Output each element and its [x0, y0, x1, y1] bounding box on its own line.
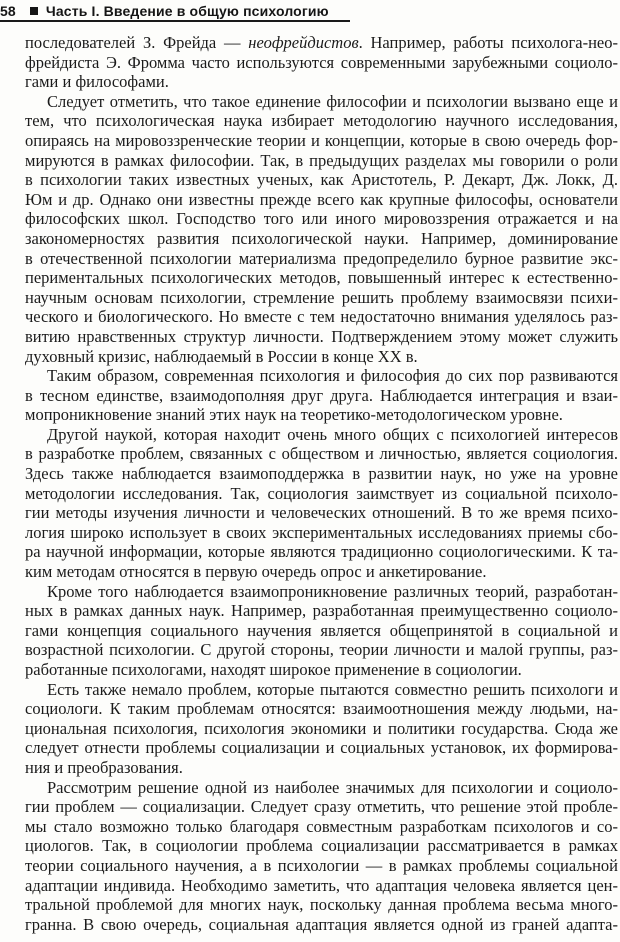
text-line: логия широко использует в своих экспериментальных исследованиях приемы сбо-: [25, 522, 618, 542]
text-segment: . Например, работы психолога-нео-: [358, 33, 618, 52]
text-line: мируются в рамках философии. Так, в предыдущих разделах мы говорили о роли: [25, 150, 618, 170]
text-line: ных в рамках данных наук. Например, разработанная преимущественно социоло-: [25, 601, 618, 621]
text-line: периментальных психологических методов, повышенный интерес к естественно-: [25, 268, 618, 288]
text-line: теории социального научения, а в психологии — в рамках проблемы социальной: [25, 855, 618, 875]
running-header: [0, 2, 329, 19]
text-line: Есть также немало проблем, которые пытаются совместно решить психологи и: [47, 679, 618, 699]
paragraph-3: [25, 366, 618, 425]
text-line: гами концепция социального научения является общепринятой в социальной и: [25, 620, 618, 640]
text-line: закономерностях развития психологической науки. Например, доминирование: [25, 228, 618, 248]
text-line: в тесном единстве, взаимодополняя друг друга. Наблюдается интеграция и взаи-: [25, 385, 618, 405]
page-text: [25, 33, 618, 934]
text-line: Таким образом, современная психология и философия до сих пор развиваются: [47, 366, 618, 386]
text-line: работанные психологами, находят широкое применение в социологии.: [25, 660, 522, 679]
text-line: гранна. В свою очередь, социальная адаптация является одной из граней адапта-: [25, 914, 618, 934]
text-line: гами и философами.: [25, 72, 169, 92]
italic-term: неофрейдистов: [248, 33, 359, 52]
text-line: гии проблем — социализации. Следует сразу отметить, что решение этой пробле-: [25, 797, 618, 817]
text-line: Здесь также наблюдается взаимоподдержка в развитии наук, но уже на уровне: [25, 464, 618, 484]
paragraph-5: [25, 582, 618, 680]
paragraph-6: [25, 680, 618, 778]
running-header-title: Часть I. Введение в общую психологию: [45, 2, 329, 19]
text-line: в отечественной психологии материализма предопределило бурное развитие экс-: [25, 248, 618, 268]
text-line: тем, что психологическая наука избирает методологию научного исследования,: [25, 111, 618, 131]
text-line: адаптации индивида. Необходимо заметить, что адаптация человека является цен-: [25, 875, 618, 895]
text-line: следует отнести проблемы социализации и социальных установок, их формирова-: [25, 738, 618, 758]
text-line: философских школ. Господство того или иного мировоззрения отражается и на: [25, 209, 618, 229]
text-line: ра научной информации, которые являются традиционно социологическими. К та-: [25, 542, 618, 562]
text-line: ния и преобразования.: [25, 757, 183, 777]
paragraph-4: [25, 425, 618, 582]
paragraph-7: [25, 778, 618, 935]
header-rule: [0, 20, 350, 22]
text-line: Рассмотрим решение одной из наиболее значимых для психологии и социоло-: [47, 777, 618, 797]
text-line: циональная психология, психология экономики и политики государства. Сюда же: [25, 718, 618, 738]
text-line: возрастной психологии. С другой стороны, теории личности и малой группы, раз-: [25, 640, 618, 660]
paragraph-1: [25, 33, 618, 92]
text-line: научным основам психологии, стремление решить проблему взаимосвязи психи-: [25, 287, 618, 307]
text-line: ческого и биологического. Но вместе с тем недостаточно внимания уделялось раз-: [25, 307, 618, 327]
text-line: Следует отметить, что такое единение философии и психологии вызвано еще и: [47, 91, 618, 111]
text-line: мы стало возможно только благодаря совместным разработкам психологов и со-: [25, 816, 618, 836]
text-line: гии методы изучения личности и человеческих отношений. В то же время психо-: [25, 503, 618, 523]
text-line: Кроме того наблюдается взаимопроникновение различных теорий, разработан-: [47, 581, 618, 601]
text-line: духовный кризис, наблюдаемый в России в конце XX в.: [25, 346, 418, 366]
text-line: циологов. Так, в социологии проблема социализации рассматривается в рамках: [25, 836, 618, 856]
text-line: Юм и др. Однако они известны прежде всего как крупные философы, основатели: [25, 189, 618, 209]
text-line: витию нравственных структур личности. Подтверждением этому может служить: [25, 326, 618, 346]
square-bullet-icon: [30, 7, 38, 15]
text-line: мопроникновение знаний этих наук на теоретико-методологическом уровне.: [25, 405, 563, 425]
text-line: социологи. К таким проблемам относятся: взаимоотношения между людьми, на-: [25, 699, 618, 719]
text-line: опираясь на мировоззренческие теории и концепции, которые в свою очередь фор-: [25, 130, 618, 150]
paragraph-2: [25, 92, 618, 366]
text-line: [25, 33, 618, 53]
text-line: методологии исследования. Так, социология заимствует из социальной психоло-: [25, 483, 618, 503]
text-segment: последователей З. Фрейда —: [25, 33, 249, 52]
text-line: ким методам относятся в первую очередь опрос и анкетирование.: [25, 562, 487, 582]
text-line: в психологии таких известных ученых, как Аристотель, Р. Декарт, Дж. Локк, Д.: [25, 170, 618, 190]
text-line: в разработке проблем, связанных с обществом и личностью, является социология.: [25, 444, 618, 464]
page-number: 58: [0, 2, 16, 19]
text-line: фрейдиста Э. Фромма часто используются современными зарубежными социоло-: [25, 52, 618, 72]
text-line: Другой наукой, которая находит очень много общих с психологией интересов: [47, 424, 618, 444]
text-line: тральной проблемой для многих наук, поскольку данная проблема весьма много-: [25, 895, 618, 915]
